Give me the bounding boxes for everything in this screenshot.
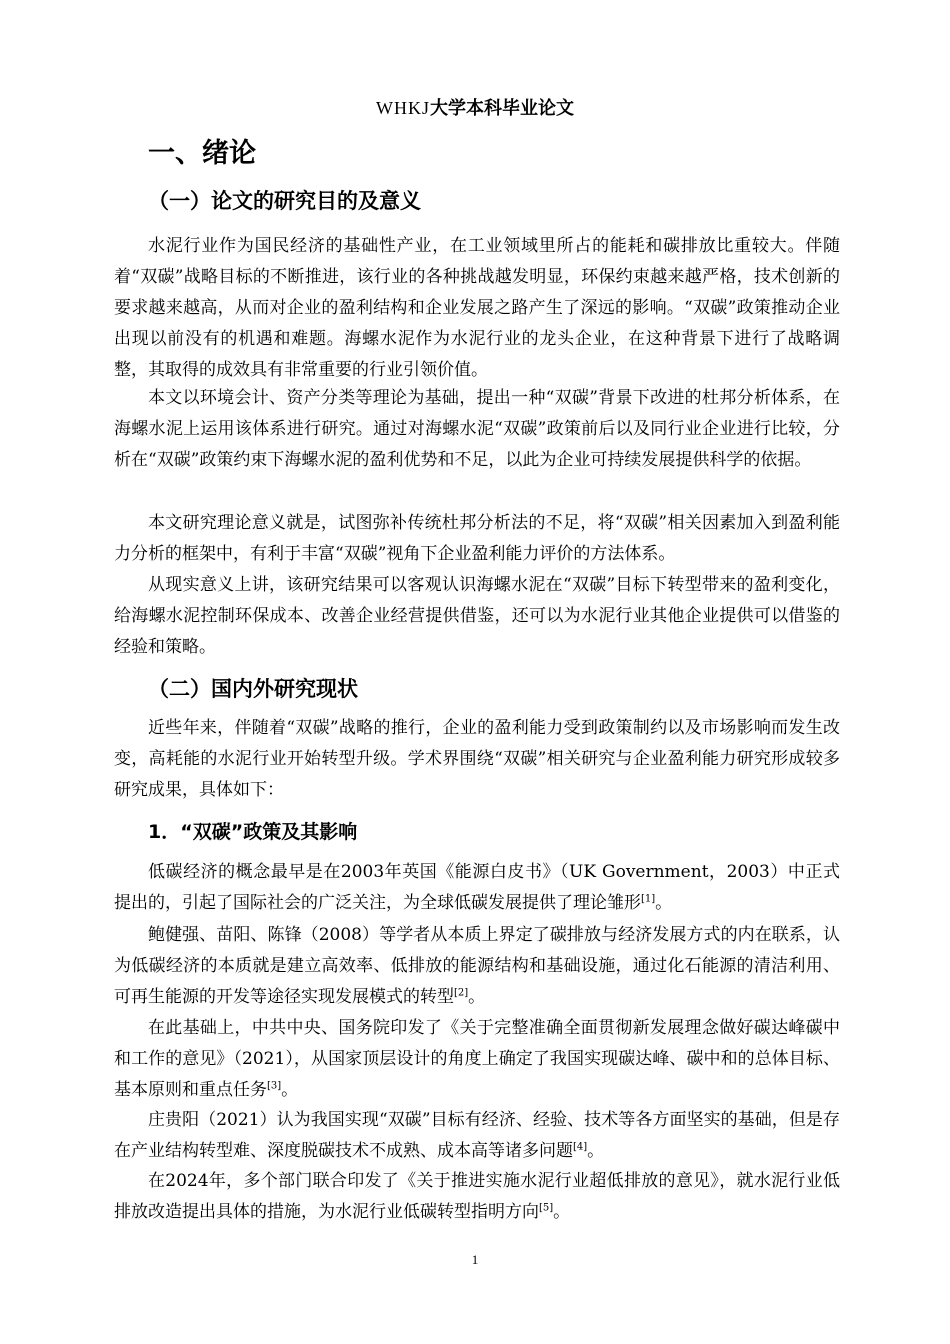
chapter-title: 一、绪论 — [148, 138, 256, 169]
header-prefix: WHKJ — [376, 98, 430, 118]
reference-paragraph-2: 鲍健强、苗阳、陈锋（2008）等学者从本质上界定了碳排放与经济发展方式的内在联系，认为低碳经济的本质就是建立高效率、低排放的能源结构和基础设施，通过化石能源的清洁利用、可再生能源的开发等途径实现发展模式的转型[2]。 — [114, 925, 840, 1007]
citation-2: [2] — [454, 987, 469, 999]
page-header — [0, 96, 950, 121]
citation-1: [1] — [641, 893, 656, 905]
reference-paragraph-4: 庄贵阳（2021）认为我国实现“双碳”目标有经济、经验、技术等各方面坚实的基础，但是存在产业结构转型难、深度脱碳技术不成熟、成本高等诸多问题[4]。 — [114, 1110, 840, 1161]
section-1-paragraph-1: 水泥行业作为国民经济的基础性产业，在工业领域里所占的能耗和碳排放比重较大。伴随着“双碳”战略目标的不断推进，该行业的各种挑战越发明显，环保约束越来越严格，技术创新的要求越来越高，从而对企业的盈利结构和企业发展之路产生了深远的影响。“双碳”政策推动企业出现以前没有的机遇和难题。海螺水泥作为水泥行业的龙头企业，在这种背景下进行了战略调整，其取得的成效具有非常重要的行业引领价值。 — [114, 236, 840, 380]
subsection-1-title: 1．“双碳”政策及其影响 — [148, 821, 358, 843]
section-1-title: （一）论文的研究目的及意义 — [148, 189, 421, 213]
reference-paragraph-5: 在2024年，多个部门联合印发了《关于推进实施水泥行业超低排放的意见》，就水泥行业低排放改造提出具体的措施，为水泥行业低碳转型指明方向[5]。 — [114, 1171, 840, 1222]
citation-4: [4] — [573, 1141, 588, 1153]
citation-5: [5] — [539, 1202, 554, 1214]
section-1-paragraph-3: 本文研究理论意义就是，试图弥补传统杜邦分析法的不足，将“双碳”相关因素加入到盈利能力分析的框架中，有利于丰富“双碳”视角下企业盈利能力评价的方法体系。 — [114, 513, 840, 564]
citation-3: [3] — [267, 1080, 282, 1092]
section-2-intro: 近些年来，伴随着“双碳”战略的推行，企业的盈利能力受到政策制约以及市场影响而发生改变，高耗能的水泥行业开始转型升级。学术界围绕“双碳”相关研究与企业盈利能力研究形成较多研究成果，具体如下： — [114, 718, 840, 800]
header-title: 大学本科毕业论文 — [430, 98, 574, 119]
reference-paragraph-3: 在此基础上，中共中央、国务院印发了《关于完整准确全面贯彻新发展理念做好碳达峰碳中和工作的意见》（2021），从国家顶层设计的角度上确定了我国实现碳达峰、碳中和的总体目标、基本原则和重点任务[3]。 — [114, 1018, 840, 1100]
section-2-title: （二）国内外研究现状 — [148, 677, 358, 701]
reference-paragraph-1: 低碳经济的概念最早是在2003年英国《能源白皮书》（UK Government，2003）中正式提出的，引起了国际社会的广泛关注，为全球低碳发展提供了理论雏形[1]。 — [114, 862, 840, 913]
section-1-paragraph-2: 本文以环境会计、资产分类等理论为基础，提出一种“双碳”背景下改进的杜邦分析体系，在海螺水泥上运用该体系进行研究。通过对海螺水泥“双碳”政策前后以及同行业企业进行比较，分析在“双碳”政策约束下海螺水泥的盈利优势和不足，以此为企业可持续发展提供科学的依据。 — [114, 388, 840, 470]
page-number: 1 — [471, 1252, 479, 1267]
section-1-paragraph-4: 从现实意义上讲，该研究结果可以客观认识海螺水泥在“双碳”目标下转型带来的盈利变化，给海螺水泥控制环保成本、改善企业经营提供借鉴，还可以为水泥行业其他企业提供可以借鉴的经验和策略。 — [114, 575, 840, 657]
